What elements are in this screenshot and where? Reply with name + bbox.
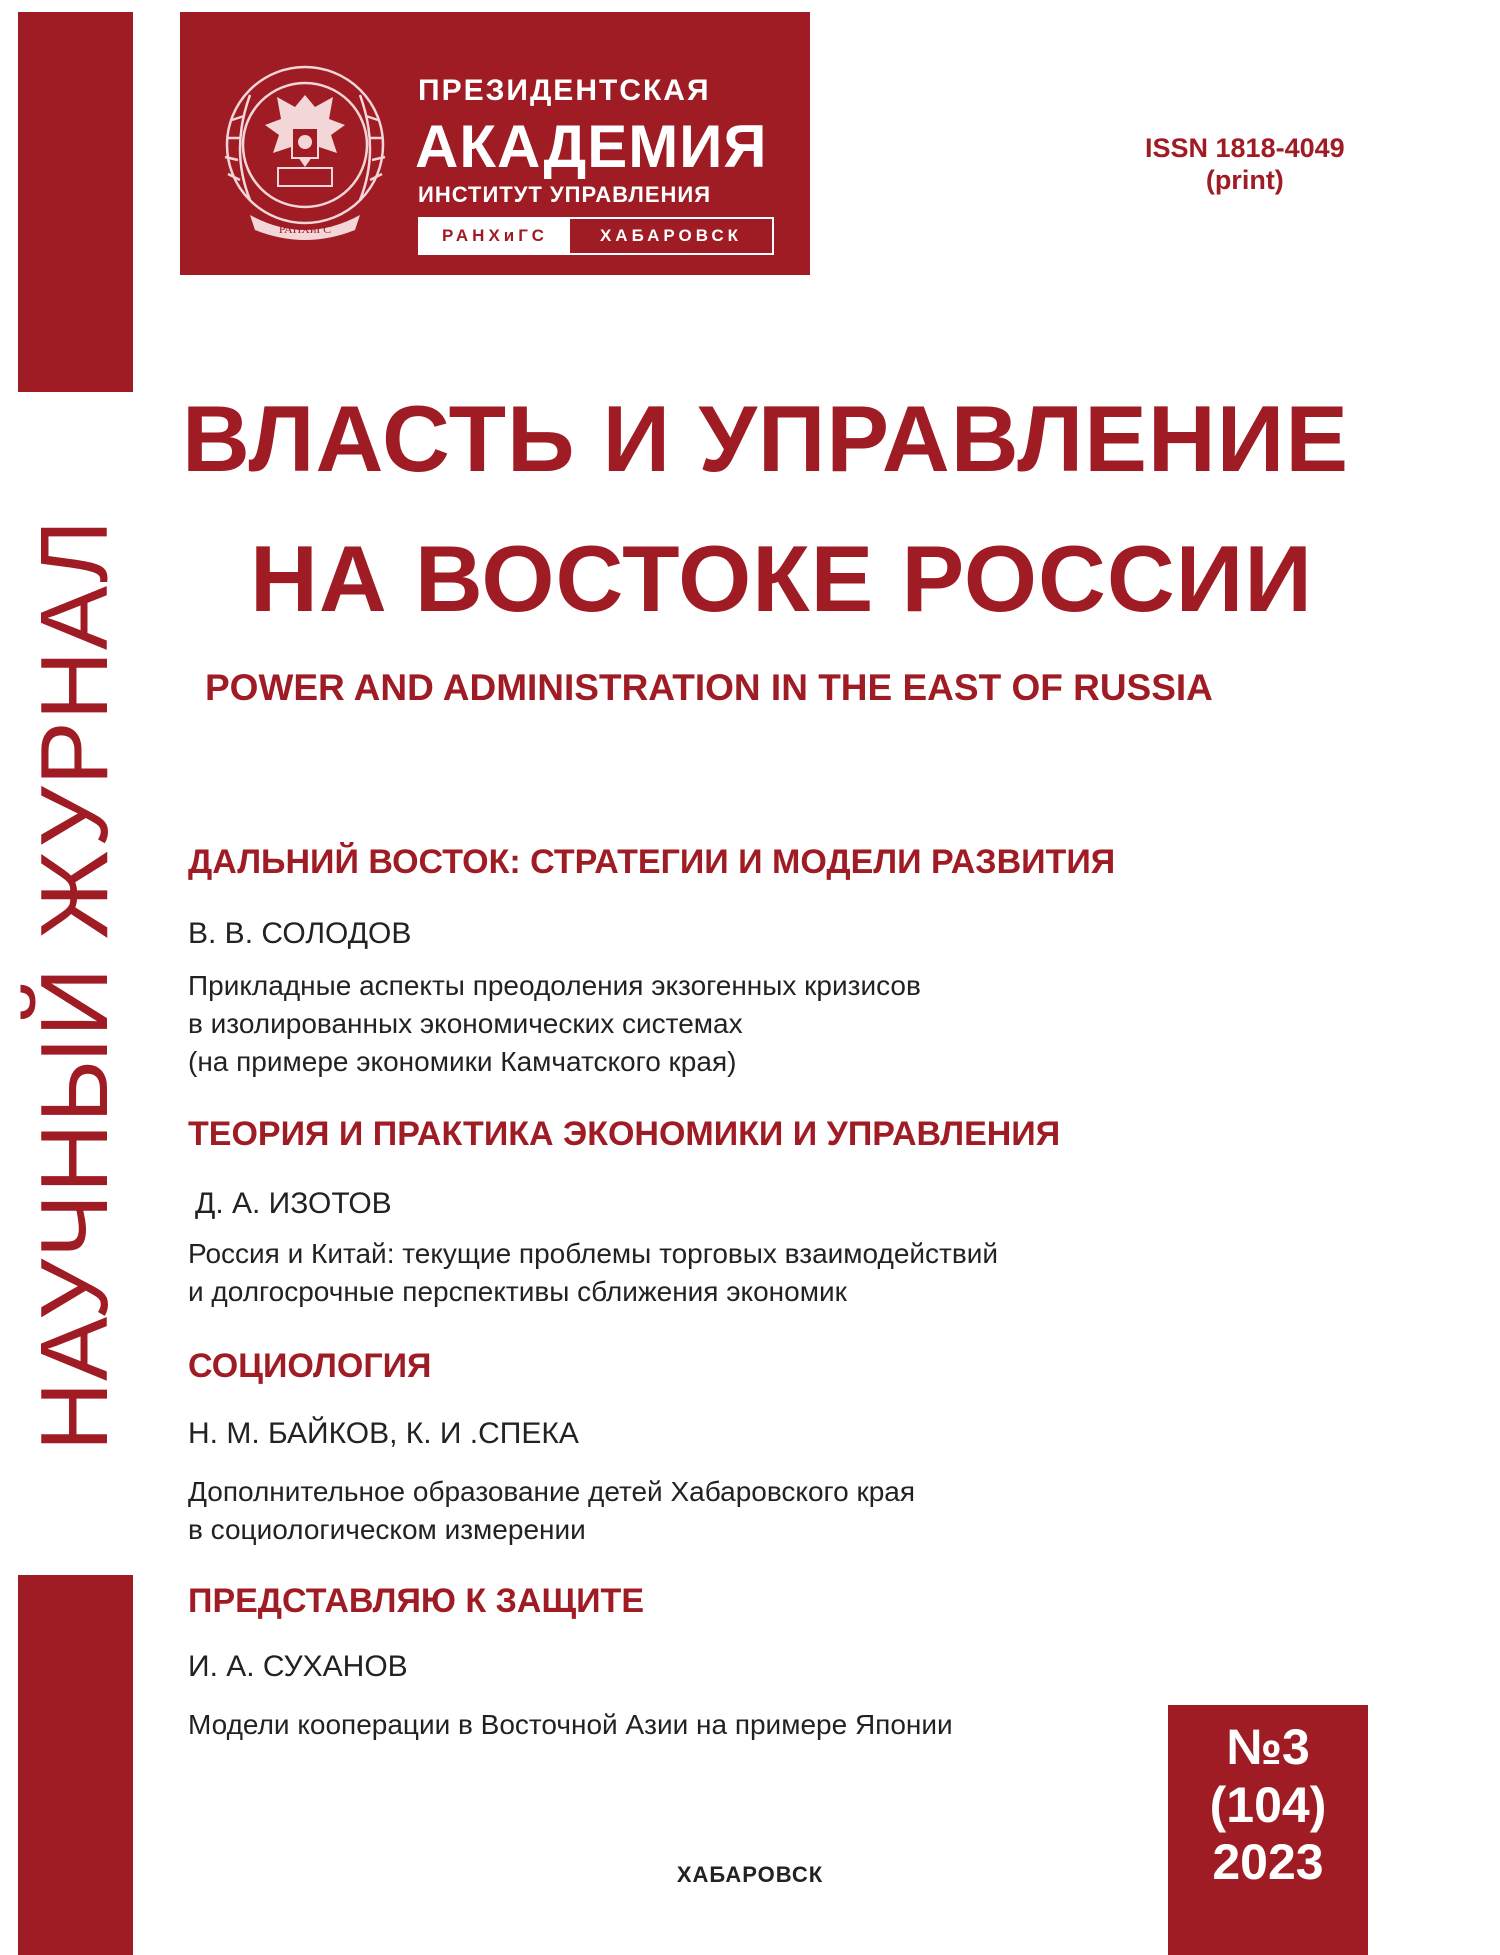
- section-heading: ТЕОРИЯ И ПРАКТИКА ЭКОНОМИКИ И УПРАВЛЕНИЯ: [188, 1115, 1061, 1153]
- issn: [1145, 132, 1345, 197]
- logo-tag-city: ХАБАРОВСК: [570, 219, 772, 253]
- journal-title-en: POWER AND ADMINISTRATION IN THE EAST OF RUSSIA: [205, 667, 1213, 708]
- side-bar-top: [18, 12, 133, 392]
- issn-number: ISSN 1818-4049: [1145, 133, 1345, 163]
- article-author: В. В. СОЛОДОВ: [188, 917, 412, 950]
- issue-badge: [1168, 1705, 1368, 1955]
- issue-year: 2023: [1212, 1834, 1324, 1890]
- article-author: Д. А. ИЗОТОВ: [195, 1187, 392, 1220]
- journal-title-ru-line2: НА ВОСТОКЕ РОССИИ: [250, 526, 1313, 631]
- side-bar-bottom: [18, 1575, 133, 1955]
- logo-tag: [418, 217, 774, 255]
- journal-title-ru-line1: ВЛАСТЬ И УПРАВЛЕНИЕ: [182, 386, 1350, 491]
- section-heading: ДАЛЬНИЙ ВОСТОК: СТРАТЕГИИ И МОДЕЛИ РАЗВИТИЯ: [188, 843, 1116, 881]
- issn-type: (print): [1205, 165, 1284, 196]
- svg-text:РАНХиГС: РАНХиГС: [278, 222, 332, 236]
- logo-tag-ranepa: РАНХиГС: [420, 219, 570, 253]
- coat-of-arms-icon: [210, 50, 400, 250]
- article-title: Прикладные аспекты преодоления экзогенных кризисов в изолированных экономических системах (на примере экономики Камчатского края): [188, 970, 921, 1077]
- issue-volume: (104): [1209, 1776, 1327, 1833]
- article-title: Россия и Китай: текущие проблемы торговых взаимодействий и долгосрочные перспективы сближения экономик: [188, 1238, 999, 1307]
- article-title: Дополнительное образование детей Хабаровского края в социологическом измерении: [188, 1476, 916, 1545]
- issue-number: №3: [1226, 1719, 1310, 1775]
- article-author: И. А. СУХАНОВ: [188, 1650, 408, 1683]
- section-heading: ПРЕДСТАВЛЯЮ К ЗАЩИТЕ: [188, 1582, 644, 1620]
- logo-line-president: ПРЕЗИДЕНТСКАЯ: [418, 74, 711, 107]
- article-author: Н. М. БАЙКОВ, К. И .СПЕКА: [188, 1417, 579, 1450]
- logo-line-institute: ИНСТИТУТ УПРАВЛЕНИЯ: [418, 182, 712, 207]
- logo-line-academy: АКАДЕМИЯ: [415, 113, 768, 180]
- journal-type-label: НАУЧНЫЙ ЖУРНАЛ: [21, 518, 128, 1452]
- article-title: Модели кооперации в Восточной Азии на примере Японии: [188, 1709, 953, 1740]
- section-heading: СОЦИОЛОГИЯ: [188, 1347, 432, 1385]
- publication-city: ХАБАРОВСК: [676, 1862, 824, 1887]
- academy-logo: [180, 12, 810, 275]
